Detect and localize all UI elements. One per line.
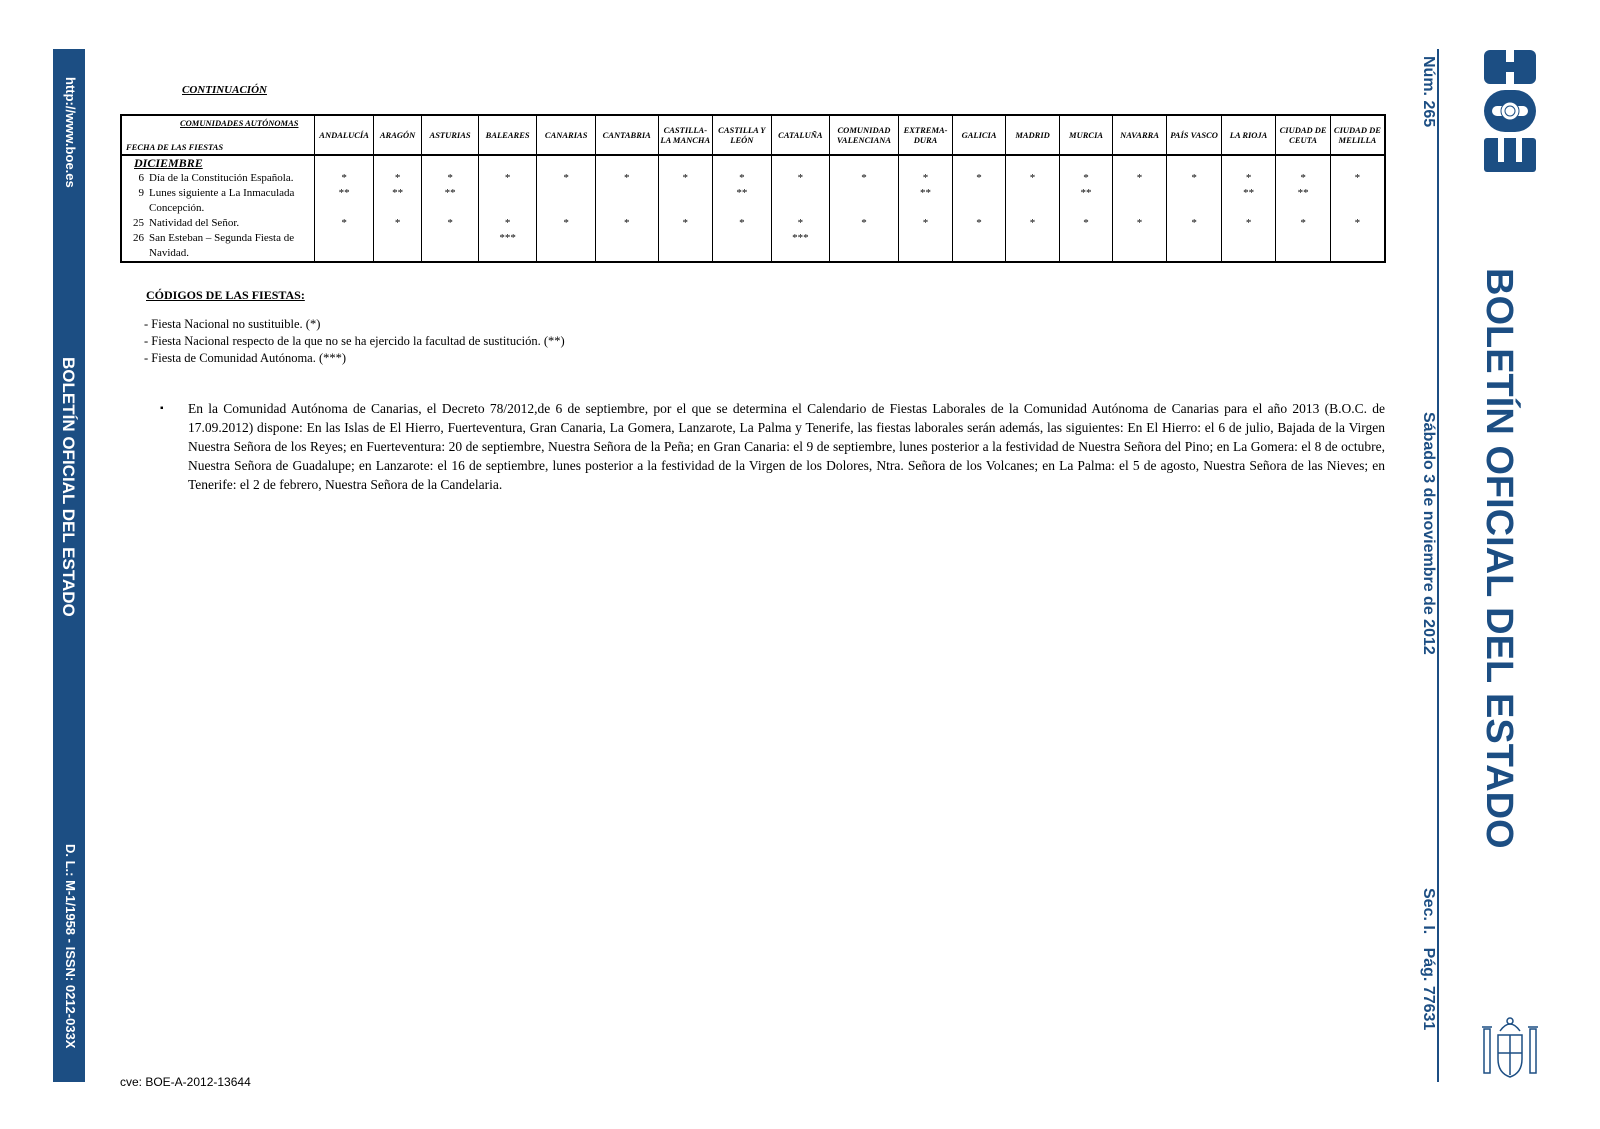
section-page: Sec. I. Pág. 77631	[1420, 888, 1437, 1031]
holiday-mark: *	[624, 172, 630, 184]
holiday-mark: *	[1083, 172, 1089, 184]
holiday-mark: **	[338, 187, 350, 199]
mark-cell	[1112, 155, 1167, 262]
holiday-mark: *	[1083, 217, 1089, 229]
holiday-mark: *	[1300, 217, 1306, 229]
holiday-mark	[715, 231, 769, 246]
holiday-name: Lunes siguiente a La Inmaculada Concepción.	[149, 187, 295, 214]
holiday-entry	[124, 216, 312, 231]
row-description	[121, 155, 315, 262]
mark-cell	[953, 155, 1005, 262]
table-header-row	[121, 115, 1385, 155]
holiday-mark: *	[682, 217, 689, 229]
paragraph-text: En la Comunidad Autónoma de Canarias, el Decreto 78/2012,de 6 de septiembre, por el que se determina el Calendario de Fiestas Laborales de la Comunidad Autónoma de Canarias para el año 2013 (B.O.C. de 17.09.2012) dispone: En las Islas de El Hierro, Fuerteventura, Gran Canaria, La Gomera, Lanzarote, La Palma y Tenerife, las fiestas laborales serán además, las siguientes: En El Hierro: el 6 de julio, Bajada de la Virgen Nuestra Señora de los Reyes; en Fuerteventura: 20 de septiembre, Nuestra Señora de la Peña; en Gran Canaria: el 9 de septiembre, lunes posterior a la festividad de Nuestra Señora del Pino; en La Gomera: el 8 de octubre, Nuestra Señora de Guadalupe; en Lanzarote: el 16 de septiembre, lunes posterior a la festividad de la Virgen de los Dolores, Ntra. Señora de los Volcanes; en La Palma: el 5 de agosto, Nuestra Señora de las Nieves; en Tenerife: el 2 de febrero, Nuestra Señora de la Candelaria.	[188, 401, 1385, 492]
mark-cell	[771, 155, 830, 262]
left-side-band	[53, 49, 85, 1082]
holiday-mark: **	[444, 187, 456, 199]
holiday-mark: *	[1354, 217, 1361, 229]
holiday-mark: *	[1354, 172, 1361, 184]
holiday-mark	[774, 186, 828, 201]
holiday-mark	[598, 186, 656, 201]
column-header: BALEARES	[478, 115, 537, 155]
holiday-mark: *	[624, 217, 630, 229]
holiday-mark: *	[504, 217, 511, 229]
holiday-mark	[481, 186, 535, 201]
issue-number: Núm. 265	[1420, 56, 1437, 128]
column-header: ARAGÓN	[373, 115, 421, 155]
holiday-mark: *	[739, 217, 745, 229]
continuation-label: CONTINUACIÓN	[182, 84, 267, 96]
holiday-mark	[1169, 186, 1219, 201]
gazette-title: BOLETÍN OFICIAL DEL ESTADO	[1478, 268, 1520, 849]
right-divider-rule	[1437, 49, 1439, 1082]
holiday-mark: **	[392, 187, 404, 199]
mark-cell	[1221, 155, 1276, 262]
table-body	[121, 155, 1385, 262]
holiday-mark	[1115, 231, 1165, 246]
holiday-day: 9	[138, 187, 144, 199]
mark-cell	[898, 155, 953, 262]
holiday-mark: *	[739, 172, 745, 184]
holidays-table	[120, 114, 1386, 263]
mark-cell	[1276, 155, 1331, 262]
mark-cell	[1330, 155, 1385, 262]
column-header: CASTILLA-LA MANCHA	[658, 115, 713, 155]
holiday-mark: *	[1029, 172, 1036, 184]
holiday-entry	[124, 186, 312, 216]
canarias-paragraph	[160, 399, 1385, 494]
column-header: CASTILLA Y LEÓN	[713, 115, 772, 155]
holiday-mark: *	[563, 172, 569, 184]
holiday-mark: *	[1136, 172, 1143, 184]
cve-identifier: cve: BOE-A-2012-13644	[120, 1075, 251, 1089]
holiday-mark: **	[736, 187, 748, 199]
mark-cell	[373, 155, 421, 262]
holiday-mark	[376, 231, 419, 246]
column-header: MADRID	[1005, 115, 1060, 155]
column-header: CIUDAD DE MELILLA	[1330, 115, 1385, 155]
boe-logo	[1484, 50, 1536, 172]
holiday-mark	[539, 186, 593, 201]
holiday-mark: *	[797, 172, 804, 184]
holiday-mark	[317, 231, 371, 246]
holiday-mark: *	[922, 217, 929, 229]
column-header: COMUNIDAD VALENCIANA	[830, 115, 899, 155]
holiday-mark: *	[682, 172, 689, 184]
holiday-mark	[1169, 231, 1219, 246]
publication-date: Sábado 3 de noviembre de 2012	[1420, 412, 1437, 655]
holiday-mark: *	[861, 217, 867, 229]
holiday-mark	[661, 231, 711, 246]
mark-cell	[1060, 155, 1112, 262]
holiday-mark: **	[1243, 187, 1255, 199]
legal-deposit-issn: D. L.: M-1/1958 - ISSN: 0212-033X	[63, 844, 78, 1049]
holiday-mark: **	[1297, 187, 1309, 199]
month-label: DICIEMBRE	[134, 156, 203, 170]
holiday-mark: *	[394, 172, 401, 184]
holiday-entry	[124, 171, 312, 186]
mark-cell	[315, 155, 374, 262]
table-corner-header	[121, 115, 315, 155]
holiday-name: San Esteban – Segunda Fiesta de Navidad.	[149, 232, 295, 259]
holiday-mark	[955, 186, 1002, 201]
holiday-mark: *	[394, 217, 401, 229]
coat-of-arms-icon	[1482, 1015, 1538, 1083]
holiday-mark	[955, 231, 1002, 246]
holiday-mark: *	[1136, 217, 1143, 229]
holiday-mark: *	[563, 217, 569, 229]
bullet-icon: ▪	[160, 403, 164, 414]
holiday-mark: *	[1245, 217, 1252, 229]
holiday-mark	[1278, 231, 1328, 246]
holiday-entry	[124, 231, 312, 261]
holiday-mark: *	[1191, 217, 1197, 229]
holiday-mark	[1115, 186, 1165, 201]
mark-cell	[1005, 155, 1060, 262]
mark-cell	[1167, 155, 1222, 262]
holiday-mark	[832, 186, 896, 201]
code-item: - Fiesta de Comunidad Autónoma. (***)	[144, 351, 347, 365]
holiday-mark	[598, 231, 656, 246]
column-header: ASTURIAS	[422, 115, 479, 155]
holiday-mark: **	[920, 187, 932, 199]
codes-title: CÓDIGOS DE LAS FIESTAS:	[146, 288, 305, 302]
holiday-mark: *	[1245, 172, 1252, 184]
mark-cell	[422, 155, 479, 262]
holiday-mark: *	[797, 217, 804, 229]
holiday-mark	[661, 186, 711, 201]
holiday-mark	[832, 231, 896, 246]
holiday-mark	[901, 231, 951, 246]
boe-url-link[interactable]: http://www.boe.es	[63, 77, 78, 188]
holiday-mark	[1333, 231, 1382, 246]
column-header: PAÍS VASCO	[1167, 115, 1222, 155]
holiday-day: 26	[133, 232, 144, 244]
holiday-name: Natividad del Señor.	[149, 217, 240, 229]
column-header: ANDALUCÍA	[315, 115, 374, 155]
mark-cell	[830, 155, 899, 262]
holiday-mark: *	[447, 217, 453, 229]
holiday-mark	[539, 231, 593, 246]
column-header: EXTREMA-DURA	[898, 115, 953, 155]
holiday-mark: *	[1191, 172, 1197, 184]
corner-communities-label: COMUNIDADES AUTÓNOMAS	[180, 118, 299, 128]
left-band-title: BOLETÍN OFICIAL DEL ESTADO	[59, 357, 78, 617]
column-header: CIUDAD DE CEUTA	[1276, 115, 1331, 155]
mark-cell	[658, 155, 713, 262]
holiday-mark	[1008, 186, 1058, 201]
holiday-mark	[1062, 231, 1109, 246]
holiday-mark: ***	[792, 232, 809, 244]
holiday-mark	[424, 231, 476, 246]
column-header: GALICIA	[953, 115, 1005, 155]
code-item: - Fiesta Nacional respecto de la que no se ha ejercido la facultad de sustitución. (**)	[144, 334, 565, 348]
mark-cell	[478, 155, 537, 262]
mark-cell	[595, 155, 658, 262]
holiday-mark: *	[1300, 172, 1306, 184]
holiday-name: Día de la Constitución Española.	[149, 172, 294, 184]
holiday-day: 6	[138, 172, 144, 184]
holiday-mark: *	[504, 172, 511, 184]
column-header: MURCIA	[1060, 115, 1112, 155]
holiday-mark: *	[1029, 217, 1036, 229]
holiday-mark: **	[1080, 187, 1092, 199]
holiday-mark: *	[447, 172, 453, 184]
holiday-mark: *	[861, 172, 867, 184]
holiday-mark	[1224, 231, 1274, 246]
holiday-mark: *	[341, 172, 347, 184]
column-header: LA RIOJA	[1221, 115, 1276, 155]
holiday-mark	[1333, 186, 1382, 201]
table-row	[121, 155, 1385, 262]
holiday-mark: *	[341, 217, 347, 229]
holiday-mark: *	[922, 172, 929, 184]
holiday-mark: *	[976, 217, 982, 229]
mark-cell	[537, 155, 596, 262]
holiday-mark	[1008, 231, 1058, 246]
column-header: NAVARRA	[1112, 115, 1167, 155]
mark-cell	[713, 155, 772, 262]
holiday-mark: ***	[499, 232, 516, 244]
code-item: - Fiesta Nacional no sustituible. (*)	[144, 317, 321, 331]
holiday-mark: *	[976, 172, 982, 184]
column-header: CANARIAS	[537, 115, 596, 155]
column-header: CATALUÑA	[771, 115, 830, 155]
column-header: CANTABRIA	[595, 115, 658, 155]
holiday-day: 25	[133, 217, 144, 229]
codes-list	[144, 316, 565, 367]
corner-dates-label: FECHA DE LAS FIESTAS	[126, 142, 224, 152]
